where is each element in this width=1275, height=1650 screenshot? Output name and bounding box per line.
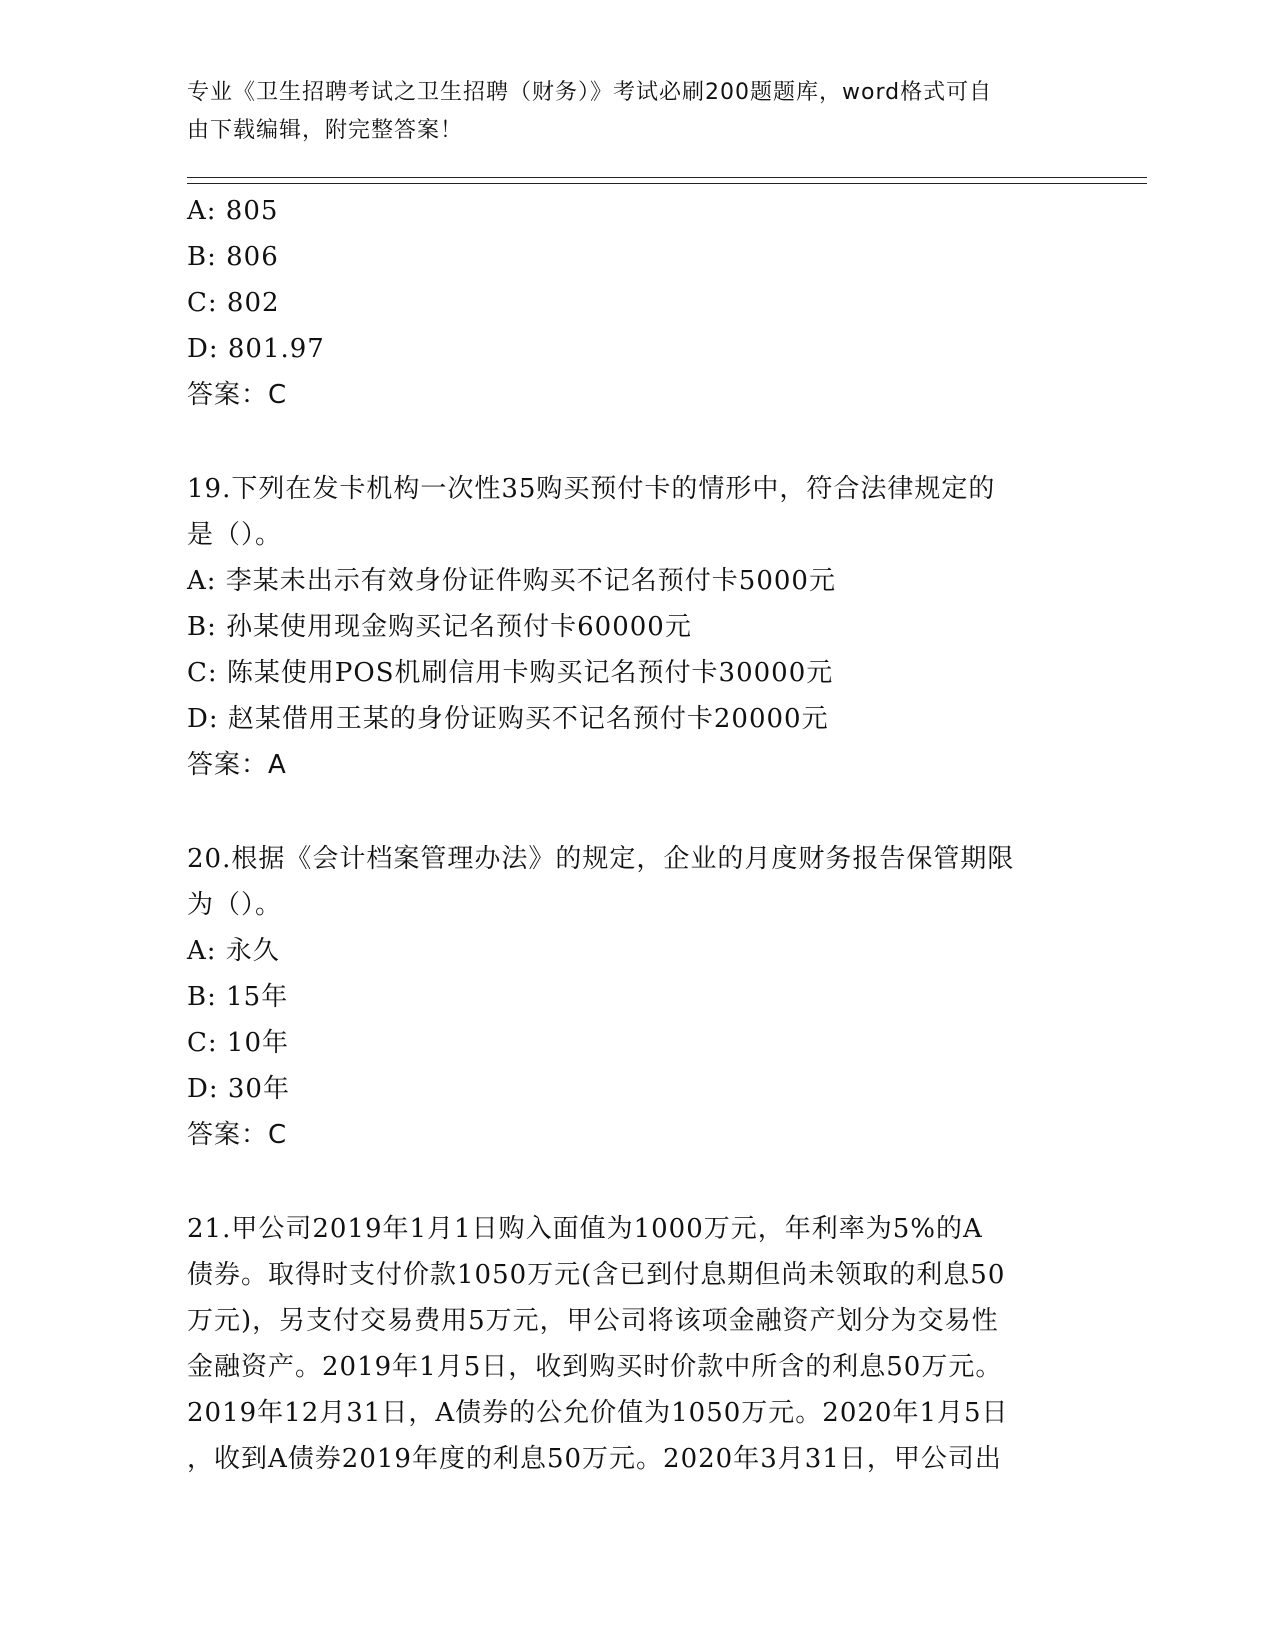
option-c: C: 10年 [187, 1028, 290, 1058]
option-b: B: 15年 [187, 982, 289, 1012]
option-b: B: 孙某使用现金购买记名预付卡60000元 [187, 612, 692, 642]
option-a: A: 李某未出示有效身份证件购买不记名预付卡5000元 [187, 566, 836, 596]
question-text-line: ，收到A债券2019年度的利息50万元。2020年3月31日，甲公司出 [187, 1444, 1002, 1474]
question-text-line: 2019年12月31日，A债券的公允价值为1050万元。2020年1月5日 [187, 1398, 1009, 1428]
question-text-line: 金融资产。2019年1月5日，收到购买时价款中所含的利息50万元。 [187, 1352, 1003, 1382]
header-divider-top [187, 177, 1147, 178]
question-21-block [187, 1206, 1087, 1482]
option-c: C: 陈某使用POS机刷信用卡购买记名预付卡30000元 [187, 658, 834, 688]
question-text-line: 债券。取得时支付价款1050万元(含已到付息期但尚未领取的利息50 [187, 1260, 1006, 1290]
question-text-line: 万元)，另支付交易费用5万元，甲公司将该项金融资产划分为交易性 [187, 1306, 999, 1336]
header-divider-bottom [187, 183, 1147, 184]
option-d: D: 30年 [187, 1074, 290, 1104]
header-line-1: 专业《卫生招聘考试之卫生招聘（财务）》考试必刷200题题库，word格式可自 [187, 80, 993, 105]
document-body [187, 188, 1087, 1482]
option-c: C: 802 [187, 288, 280, 318]
question-text-line: 是（）。 [187, 520, 283, 550]
answer-line: 答案：A [187, 750, 287, 780]
question-text-line: 20.根据《会计档案管理办法》的规定，企业的月度财务报告保管期限 [187, 844, 1015, 874]
question-text-line: 19.下列在发卡机构一次性35购买预付卡的情形中，符合法律规定的 [187, 474, 996, 504]
header-line-2: 由下载编辑，附完整答案！ [187, 118, 464, 143]
question-18-block [187, 188, 1087, 418]
answer-line: 答案：C [187, 380, 288, 410]
option-a: A: 永久 [187, 936, 280, 966]
option-d: D: 801.97 [187, 334, 325, 364]
question-20-block [187, 836, 1087, 1158]
question-19-block [187, 466, 1087, 788]
question-text-line: 为（）。 [187, 890, 283, 920]
option-b: B: 806 [187, 242, 279, 272]
option-d: D: 赵某借用王某的身份证购买不记名预付卡20000元 [187, 704, 829, 734]
option-a: A: 805 [187, 196, 279, 226]
question-text-line: 21.甲公司2019年1月1日购入面值为1000万元，年利率为5%的A [187, 1214, 983, 1244]
answer-line: 答案：C [187, 1120, 288, 1150]
document-header [187, 74, 1087, 150]
